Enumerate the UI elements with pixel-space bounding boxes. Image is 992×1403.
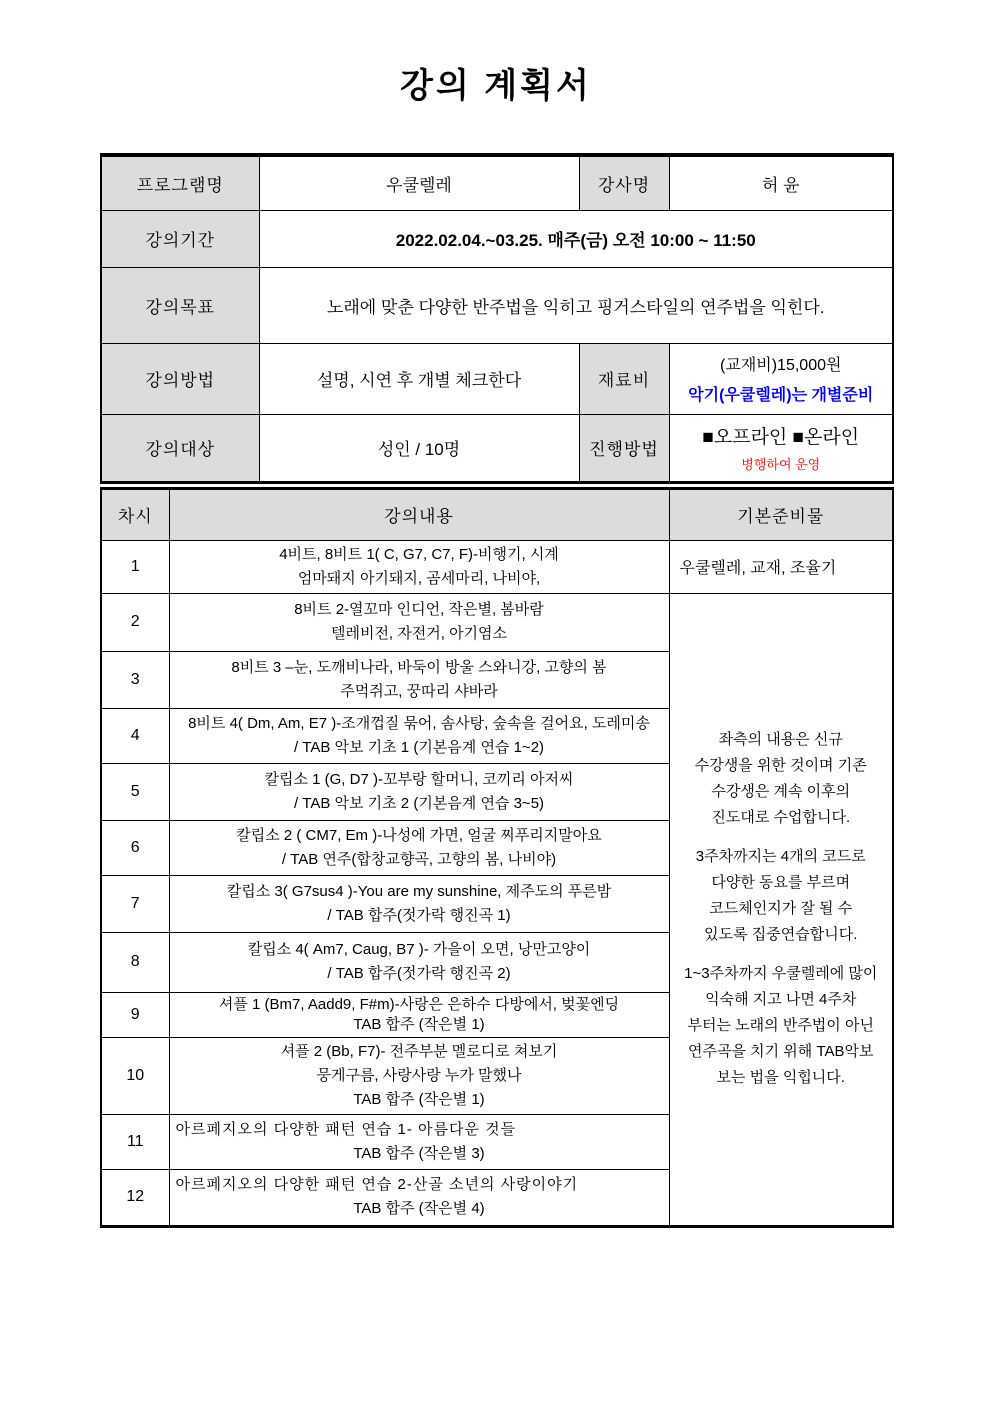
info-table	[100, 153, 894, 484]
session-content: 셔플 1 (Bm7, Aadd9, F#m)-사랑은 은하수 다방에서, 벚꽃엔딩 TAB 합주 (작은별 1)	[169, 992, 669, 1037]
session-content	[169, 1114, 669, 1169]
session-number: 10	[101, 1037, 169, 1114]
session-content: 칼립소 3( G7sus4 )-You are my sunshine, 제주도의 푸른밤 / TAB 합주(젓가락 행진곡 1)	[169, 875, 669, 932]
session-number: 11	[101, 1114, 169, 1169]
content-line: 아르페지오의 다양한 패턴 연습 2-산골 소년의 사랑이야기	[175, 1176, 579, 1193]
session-content: 8비트 3 –눈, 도깨비나라, 바둑이 방울 스와니강, 고향의 봄 주먹쥐고, 꿍따리 샤바라	[169, 651, 669, 708]
program-name-value: 우쿨렐레	[259, 155, 579, 210]
session-content: 칼립소 4( Am7, Caug, B7 )- 가을이 오면, 낭만고양이 / TAB 합주(젓가락 행진곡 2)	[169, 932, 669, 992]
schedule-note-cell	[669, 593, 893, 1226]
session-materials: 우쿨렐레, 교재, 조율기	[669, 540, 893, 593]
schedule-header-row	[101, 488, 893, 540]
header-session: 차시	[101, 488, 169, 540]
note-paragraph-3: 1~3주차까지 우쿨렐레에 많이 익숙해 지고 나면 4주차 부터는 노래의 반주법이 아닌 연주곡을 치기 위해 TAB악보 보는 법을 익힙니다.	[684, 965, 878, 1086]
goal-label: 강의목표	[101, 267, 259, 343]
content-line: TAB 합주 (작은별 3)	[353, 1144, 485, 1162]
session-content: 칼립소 2 ( CM7, Em )-나성에 가면, 얼굴 찌푸리지말아요 / TAB 연주(합창교향곡, 고향의 봄, 나비야)	[169, 820, 669, 875]
fee-instrument-note: 악기(우쿨렐레)는 개별준비	[688, 387, 874, 404]
method-value: 설명, 시연 후 개별 체크한다	[259, 343, 579, 414]
header-materials: 기본준비물	[669, 488, 893, 540]
session-number: 4	[101, 708, 169, 763]
info-row-target	[101, 414, 893, 482]
session-content: 4비트, 8비트 1( C, G7, C7, F)-비행기, 시계 엄마돼지 아기돼지, 곰세마리, 나비야,	[169, 540, 669, 593]
instructor-value: 허 윤	[669, 155, 893, 210]
session-content: 셔플 2 (Bb, F7)- 전주부분 멜로디로 쳐보기 뭉게구름, 사랑사랑 누가 말했나 TAB 합주 (작은별 1)	[169, 1037, 669, 1114]
goal-value: 노래에 맞춘 다양한 반주법을 익히고 핑거스타일의 연주법을 익힌다.	[259, 267, 893, 343]
mode-label: 진행방법	[579, 414, 669, 482]
session-content: 8비트 4( Dm, Am, E7 )-조개껍질 묶어, 솜사탕, 숲속을 걸어요, 도레미송 / TAB 악보 기초 1 (기본음계 연습 1~2)	[169, 708, 669, 763]
period-label: 강의기간	[101, 210, 259, 267]
info-row-method	[101, 343, 893, 414]
session-number: 9	[101, 992, 169, 1037]
session-content: 8비트 2-열꼬마 인디언, 작은별, 봄바람 텔레비전, 자전거, 아기염소	[169, 593, 669, 651]
schedule-row-1	[101, 540, 893, 593]
session-number: 5	[101, 763, 169, 820]
session-number: 7	[101, 875, 169, 932]
session-number: 8	[101, 932, 169, 992]
session-content: 칼립소 1 (G, D7 )-꼬부랑 할머니, 코끼리 아저씨 / TAB 악보 기초 2 (기본음계 연습 3~5)	[169, 763, 669, 820]
method-label: 강의방법	[101, 343, 259, 414]
period-value: 2022.02.04.~03.25. 매주(금) 오전 10:00 ~ 11:50	[259, 210, 893, 267]
session-number: 6	[101, 820, 169, 875]
info-row-period	[101, 210, 893, 267]
fee-amount: (교재비)15,000원	[720, 357, 842, 374]
content-line: TAB 합주 (작은별 4)	[353, 1200, 485, 1217]
mode-parallel-note: 병행하여 운영	[741, 457, 821, 472]
fee-label: 재료비	[579, 343, 669, 414]
target-value: 성인 / 10명	[259, 414, 579, 482]
instructor-label: 강사명	[579, 155, 669, 210]
note-paragraph-2: 3주차까지는 4개의 코드로 다양한 동요를 부르며 코드체인지가 잘 될 수 있도록 집중연습합니다.	[695, 848, 866, 943]
session-number: 12	[101, 1169, 169, 1226]
info-row-goal	[101, 267, 893, 343]
schedule-row-2	[101, 593, 893, 651]
page-title: 강의 계획서	[400, 67, 592, 105]
mode-checkboxes: ■오프라인 ■온라인	[702, 427, 860, 448]
schedule-table	[100, 487, 894, 1228]
note-paragraph-1: 좌측의 내용은 신규 수강생을 위한 것이며 기존 수강생은 계속 이후의 진도대로 수업합니다.	[694, 731, 867, 826]
content-line: 아르페지오의 다양한 패턴 연습 1- 아름다운 것들	[175, 1120, 517, 1138]
session-number: 2	[101, 593, 169, 651]
session-number: 3	[101, 651, 169, 708]
mode-value	[669, 414, 893, 482]
session-content	[169, 1169, 669, 1226]
program-name-label: 프로그램명	[101, 155, 259, 210]
session-number: 1	[101, 540, 169, 593]
header-content: 강의내용	[169, 488, 669, 540]
fee-value	[669, 343, 893, 414]
info-row-program	[101, 155, 893, 210]
target-label: 강의대상	[101, 414, 259, 482]
